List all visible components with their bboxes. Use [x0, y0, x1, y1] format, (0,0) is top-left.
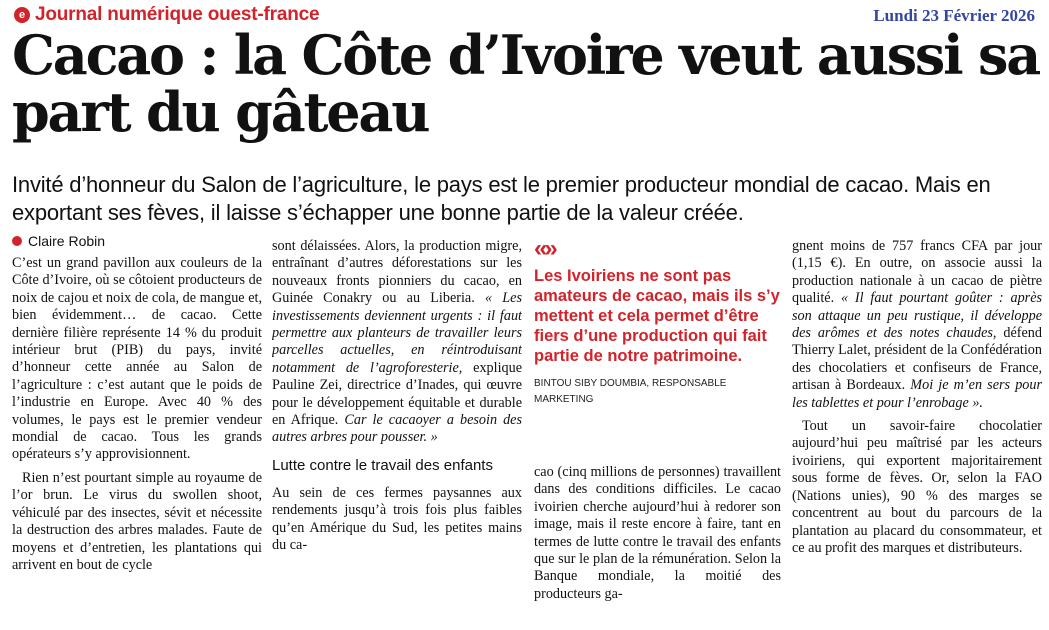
paragraph: Au sein de ces fermes paysannes aux rendements jusqu’à trois fois plus faibles qu’en Amérique du Sud, les petites mains du ca- [272, 484, 522, 554]
paragraph: cao (cinq millions de personnes) travaillent dans des conditions difficiles. Le cacao ivoirien cherche aujourd’hui à redorer son image, mais il reste encore à faire, tant en termes de lutte contre le travail des enfants que sur le plan de la rémunération. Selon la Banque mondiale, la moitié des producteurs ga- [534, 464, 781, 602]
pull-quote-credit: BINTOU SIBY DOUMBIA, RESPONSABLE MARKETING [534, 378, 727, 405]
article-standfirst: Invité d’honneur du Salon de l’agriculture, le pays est le premier producteur mondial de cacao. Mais en exportant ses fèves, il laisse s’échapper une bonne partie de la valeur créée. [12, 172, 991, 225]
quote-run: Car le cacaoyer a besoin des autres arbres pour pousser. » [272, 412, 522, 446]
quote-run: « Les investissements deviennent urgents : il faut permettre aux planteurs de travailler leurs parcelles actuelles, en réintroduisant notamment de l’agroforesterie, [272, 290, 522, 376]
issue-date: Lundi 23 Février 2026 [873, 6, 1035, 25]
text-run: défend Thierry Lalet, président de la Confédération des chocolatiers et confiseurs de France, artisan à Bordeaux. [792, 325, 1042, 394]
paragraph: C’est un grand pavillon aux couleurs de la Côte d’Ivoire, où se côtoient producteurs de noix de cajou et noix de cola, de mangue et, bien évidemment… de cacao. Cette dernière filière représente 14 % du produit intérieur brut (PIB) du pays, invité d’honneur cette année au Salon de l’agriculture : c’est autant que le poids de l’industrie en Europe. Avec 40 % des volumes, le pays est le premier vendeur mondial de cacao. Tous les grands opérateurs s’y approvisionnent. [12, 255, 262, 463]
article-column-1 [12, 255, 262, 630]
author-name: Claire Robin [28, 233, 106, 249]
quote-run: « Il faut pourtant goûter : après son attaque un peu rustique, il développe des arômes et des notes chaudes, [792, 290, 1042, 342]
byline-bullet-icon [12, 236, 22, 246]
section-crosshead: Lutte contre le travail des enfants [272, 456, 493, 474]
text-run: gnent moins de 757 francs CFA par jour (1,15 €). En outre, on associe aussi la production nationale à un cacao de piètre qualité. [792, 238, 1042, 307]
article-column-3 [534, 464, 781, 630]
paragraph [792, 238, 1042, 412]
paragraph: Tout un savoir-faire chocolatier aujourd’hui peu maîtrisé par les acteurs ivoiriens, qui exportent majoritairement sous forme de fèves. Or, selon la FAO (Nations unies), 90 % des marges se concentrent au bout du parcours de la plantation au placard du consommateur, et ce au profit des marques et distributeurs. [792, 418, 1042, 556]
publication-name[interactable]: Journal numérique ouest-france [35, 4, 320, 25]
byline [12, 233, 105, 249]
pull-quote [534, 236, 781, 408]
pull-quote-text: Les Ivoiriens ne sont pas amateurs de cacao, mais ils s’y mettent et cela permet d’être fiers d’une production qui fait partie de notre patrimoine. [534, 267, 780, 365]
article-column-4 [792, 238, 1042, 630]
quote-marks-icon: «» [534, 235, 555, 262]
article-headline: Cacao : la Côte d’Ivoire veut aussi sa part du gâteau [12, 23, 1040, 144]
text-run: sont délaissées. Alors, la production migre, entraînant d’autres déforestations sur les nouveaux fronts pionniers du cacao, en Guinée Conakry ou au Liberia. [272, 238, 522, 307]
text-run: explique Pauline Zei, directrice d’Inades, qui œuvre pour le développement équitable et durable en Afrique. [272, 359, 522, 429]
quote-run: Moi je m’en sers pour les tablettes et pour l’enrobage ». [792, 377, 1042, 411]
publication-logo-icon: e [14, 7, 30, 23]
paragraph [272, 238, 522, 447]
article-column-2 [272, 238, 522, 630]
paragraph: Rien n’est pourtant simple au royaume de l’or brun. Le virus du swollen shoot, véhiculé par des insectes, sévit et nécessite la destruction des arbres malades. Faute de moyens et d’entretien, les plantations qui arrivent en bout de cycle [12, 469, 262, 573]
